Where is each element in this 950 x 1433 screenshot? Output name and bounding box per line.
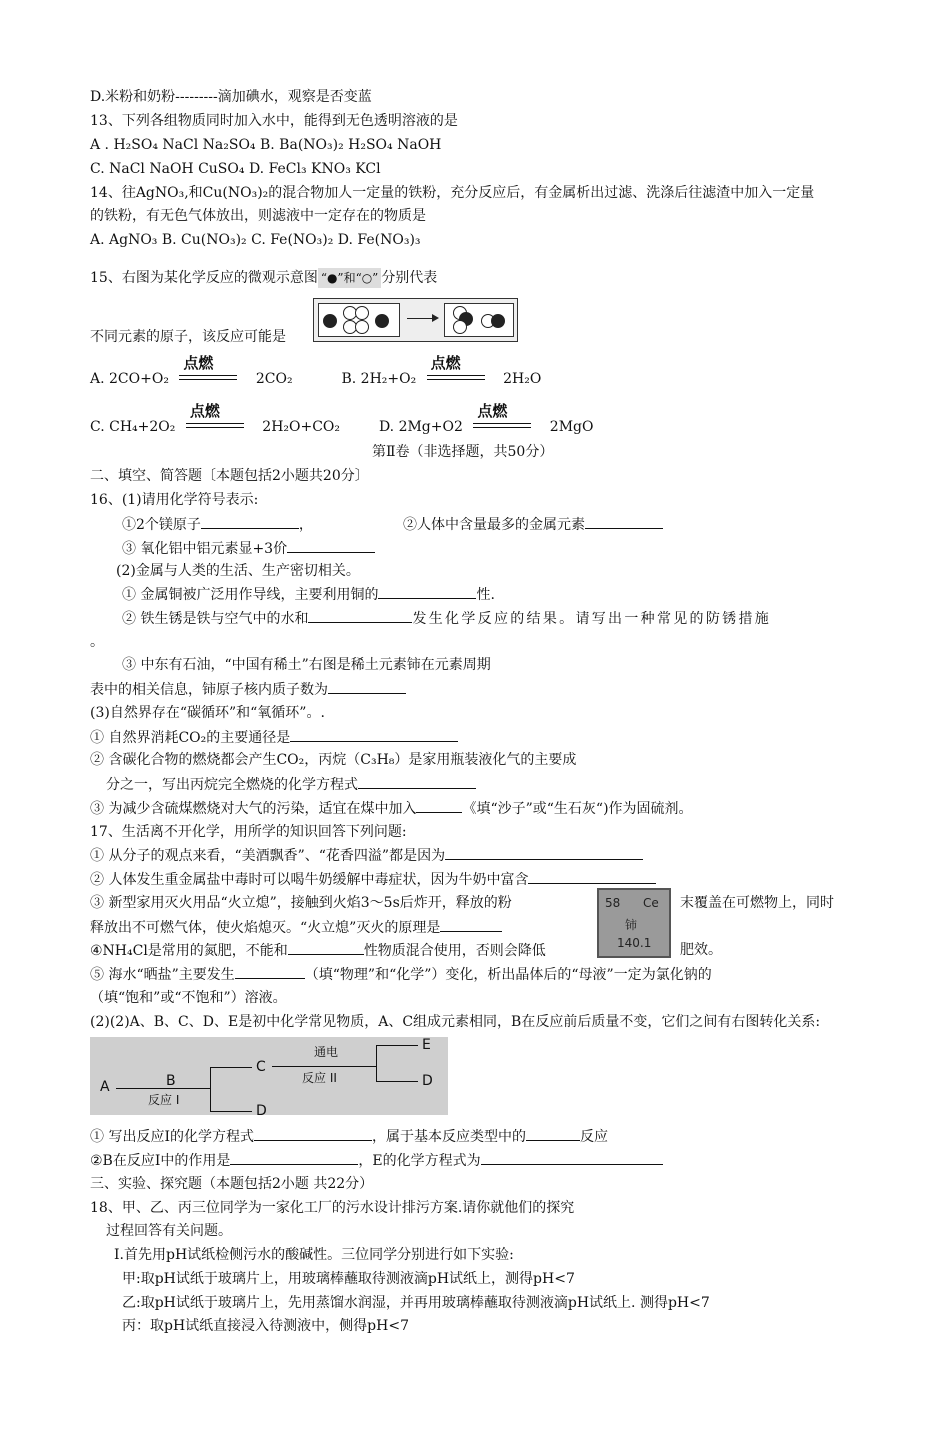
answer-blank[interactable] [254, 1126, 372, 1141]
q17-c2: 释放出不可燃气体，使火焰熄灭。“火立熄”灭火的原理是 [90, 917, 502, 938]
q16-1a: ①2个镁原子 ， [122, 514, 313, 535]
answer-blank[interactable] [445, 845, 643, 860]
q15-stem-line2: 不同元素的原子，该反应可能是 [90, 329, 286, 345]
q16-part3: (3)自然界存在“碳循环”和“氧循环”。. [90, 705, 325, 721]
q15-stem-line1 [90, 268, 437, 288]
q13-stem: 13、下列各组物质同时加入水中，能得到无色透明溶液的是 [90, 113, 458, 129]
q17-e2: （填“饱和”或“不饱和”）溶液。 [90, 990, 287, 1006]
arrow-head-icon [432, 314, 439, 322]
q17-d-post: 肥效。 [680, 942, 722, 958]
q12-option-d: D.米粉和奶粉---------滴加碘水，观察是否变蓝 [90, 89, 372, 105]
q16-2c-line2: 表中的相关信息，铈原子核内质子数为 [90, 679, 406, 700]
reaction2-label: 反应 II [302, 1071, 337, 1085]
answer-blank[interactable] [308, 608, 412, 623]
section2-heading: 二、填空、简答题〔本题包括2小题共20分〕 [90, 468, 369, 484]
q18-yi: 乙:取pH试纸于玻璃片上，先用蒸馏水润湿，并再用玻璃棒蘸取待测液滴pH试纸上. 测得pH<7 [122, 1295, 710, 1311]
q15-legend: “●”和“○” [318, 268, 381, 288]
q18-stem-line1: 18、甲、乙、丙三位同学为一家化工厂的污水设计排污方案.请你就他们的探究 [90, 1200, 575, 1216]
q17-a: ① 从分子的观点来看，“美酒飘香”、“花香四溢”都是因为 [90, 845, 643, 866]
q16-3b: ② 含碳化合物的燃烧都会产生CO₂，丙烷（C₃H₈）是家用瓶装液化气的主要成 [90, 752, 577, 768]
answer-blank[interactable] [288, 940, 364, 955]
node-b: B [166, 1073, 176, 1089]
q16-2b: ② 铁生锈是铁与空气中的水和 发生化学反应的结果。请写出一种常见的防锈措施 [122, 608, 771, 629]
q15-row-cd [90, 402, 594, 437]
q17-b: ② 人体发生重金属盐中毒时可以喝牛奶缓解中毒症状，因为牛奶中富含 [90, 869, 656, 890]
section3-heading: 三、实验、探究题（本题包括2小题 共22分） [90, 1176, 374, 1192]
q16-part2: (2)金属与人类的生活、生产密切相关。 [116, 563, 360, 579]
black-atom-icon [491, 314, 505, 328]
element-symbol: Ce [643, 896, 659, 910]
white-atom-icon [453, 320, 467, 334]
condition-arrow: 点燃 [473, 417, 531, 437]
q16-3b-line2: 分之一，写出丙烷完全燃烧的化学方程式 [106, 774, 476, 795]
q16-2c: ③ 中东有石油，“中国有稀土”右图是稀土元素铈在元素周期 [122, 657, 491, 673]
answer-blank[interactable] [440, 917, 502, 932]
q18-stem-line2: 过程回答有关问题。 [106, 1223, 232, 1239]
answer-blank[interactable] [290, 727, 458, 742]
answer-blank[interactable] [481, 1150, 663, 1165]
condition-arrow: 点燃 [186, 417, 244, 437]
q15-b-right: 2H₂O [503, 371, 542, 387]
answer-blank[interactable] [528, 869, 656, 884]
white-atom-icon [355, 320, 369, 334]
answer-blank[interactable] [585, 514, 663, 529]
q17-c1-post: 末覆盖在可燃物上，同时 [680, 895, 834, 911]
q15-d-left: D. 2Mg+O2 [378, 419, 463, 435]
q17-g: ① 写出反应Ⅰ的化学方程式 ，属于基本反应类型中的 反应 [90, 1126, 608, 1147]
q16-3c: ③ 为减少含硫煤燃烧对大气的污染，适宜在煤中加入 《填“沙子”或“生石灰“)作为固硫剂。 [90, 798, 693, 819]
q15-a-left: A. 2CO+O₂ [90, 371, 169, 387]
q17-stem: 17、生活离不开化学，用所学的知识回答下列问题: [90, 824, 407, 840]
product-box [444, 303, 514, 337]
answer-blank[interactable] [287, 538, 375, 553]
q17-c1: ③ 新型家用灭火用品“火立熄”，接触到火焰3～5s后炸开，释放的粉 [90, 895, 512, 911]
q13-options-row2: C. NaCl NaOH CuSO₄ D. FeCl₃ KNO₃ KCl [90, 161, 381, 177]
answer-blank[interactable] [235, 964, 305, 979]
q15-b-left: B. 2H₂+O₂ [341, 371, 417, 387]
q15-c-right: 2H₂O+CO₂ [262, 419, 341, 435]
q18-bing: 丙：取pH试纸直接浸入待测液中，侧得pH<7 [122, 1318, 409, 1334]
q15-row-ab [90, 354, 542, 389]
answer-blank[interactable] [416, 798, 462, 813]
q15-d-right: 2MgO [549, 419, 594, 435]
electrolysis-label: 通电 [314, 1045, 339, 1059]
condition-arrow: 点燃 [179, 369, 237, 389]
q14-stem-line1: 14、往AgNO₃,和Cu(NO₃)₂的混合物加人一定量的铁粉，充分反应后，有金属析出过滤、洗涤后往滤渣中加入一定量 [90, 185, 815, 201]
q16-1b: ②人体中含量最多的金属元素 [403, 514, 663, 535]
q17-part2: (2)(2)A、B、C、D、E是初中化学常见物质，A、C组成元素相同，B在反应前后质量不变，它们之间有右图转化关系: [90, 1014, 821, 1030]
answer-blank[interactable] [230, 1150, 358, 1165]
node-a: A [100, 1079, 110, 1095]
q15-stem-a: 15、右图为某化学反应的微观示意图 [90, 270, 318, 286]
q16-2a: ① 金属铜被广泛用作导线，主要利用铜的 性. [122, 584, 495, 605]
answer-blank[interactable] [378, 584, 476, 599]
atomic-mass: 140.1 [617, 936, 652, 950]
q16-3a: ① 自然界消耗CO₂的主要通径是 [90, 727, 458, 748]
answer-blank[interactable] [358, 774, 476, 789]
node-c: C [256, 1059, 266, 1075]
q16-part1: 16、(1)请用化学符号表示: [90, 492, 259, 508]
black-atom-icon [323, 314, 337, 328]
reaction-micro-diagram [313, 298, 518, 342]
q17-e1: ⑤ 海水“晒盐”主要发生 （填“物理”和“化学”）变化，析出晶体后的“母液”一定为氯化钠的 [90, 964, 712, 985]
q15-stem-b: 分别代表 [381, 270, 438, 286]
node-e: E [422, 1037, 431, 1053]
black-atom-icon [375, 314, 389, 328]
part2-title: 第Ⅱ卷（非选择题，共50分） [372, 444, 554, 460]
q18-part1: Ⅰ.首先用pH试纸检侧污水的酸碱性。三位同学分别进行如下实验: [114, 1247, 514, 1263]
node-d: D [256, 1103, 267, 1119]
q13-options-row1: A . H₂SO₄ NaCl Na₂SO₄ B. Ba(NO₃)₂ H₂SO₄ NaOH [90, 137, 442, 153]
node-d2: D [422, 1073, 433, 1089]
q15-a-right: 2CO₂ [255, 371, 293, 387]
atomic-number: 58 [605, 896, 621, 910]
element-name: 铈 [625, 918, 638, 932]
answer-blank[interactable] [328, 679, 406, 694]
answer-blank[interactable] [526, 1126, 580, 1141]
element-card-cerium [597, 888, 671, 958]
q16-1c: ③ 氧化铝中铝元素显+3价 [122, 538, 375, 559]
q15-c-left: C. CH₄+2O₂ [90, 419, 176, 435]
reactant-box [318, 303, 400, 337]
white-atom-icon [355, 306, 369, 320]
transformation-diagram [90, 1037, 448, 1119]
q17-d: ④NH₄Cl是常用的氮肥，不能和 性物质混合使用，否则会降低 [90, 940, 546, 961]
q16-2b-end: 。 [90, 634, 104, 650]
condition-arrow: 点燃 [427, 369, 485, 389]
q14-stem-line2: 的铁粉，有无色气体放出，则滤液中一定存在的物质是 [90, 208, 426, 224]
q17-h: ②B在反应Ⅰ中的作用是 ，E的化学方程式为 [90, 1150, 663, 1171]
reaction1-label: 反应 I [148, 1093, 180, 1107]
q14-options: A. AgNO₃ B. Cu(NO₃)₂ C. Fe(NO₃)₂ D. Fe(NO₃)₃ [90, 232, 421, 248]
answer-blank[interactable] [201, 514, 299, 529]
q18-jia: 甲:取pH试纸于玻璃片上，用玻璃棒蘸取待测液滴pH试纸上，测得pH<7 [122, 1271, 575, 1287]
